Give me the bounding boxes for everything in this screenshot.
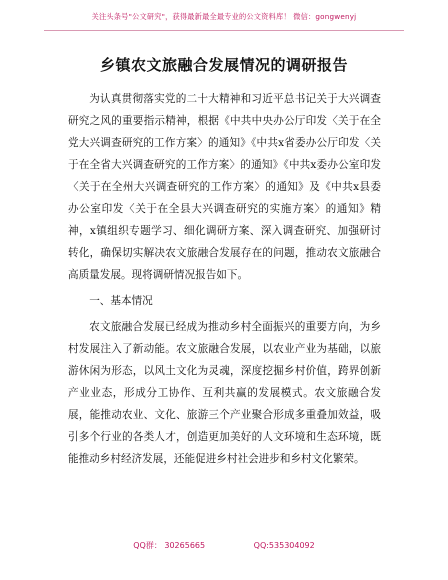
header-promo-note: 关注头条号"公文研究"，获得最新最全最专业的公文资料库！ 微信：gongwenyj [91,12,357,21]
document-body [68,88,381,470]
section-heading-basic: 一、基本情况 [89,295,153,307]
footer-qq-group: QQ群： 30265665 [133,541,206,550]
document-title: 乡镇农文旅融合发展情况的调研报告 [99,56,348,74]
intro-paragraph: 为认真贯彻落实党的二十大精神和习近平总书记关于大兴调查研究之风的重要指示精神，根据《中共中央办公厅印发〈关于在全党大兴调查研究的工作方案〉的通知》《中共x省委办公厅印发〈关于在全省大兴调查研究的工作方案〉的通知》《中共x委办公室印发〈关于在全州大兴调查研究的工作方案〉的通知》及《中共x县委办公室印发〈关于在全县大兴调查研究的实施方案〉的通知》精神，x镇组织专题学习、细化调研方案、深入调查研究、加强研讨转化，确保切实解决农文旅融合发展存在的问题，推动农文旅融合高质量发展。现将调研情况报告如下。 [68,93,381,281]
header-divider [44,30,404,31]
section-paragraph-basic: 农文旅融合发展已经成为推动乡村全面振兴的重要方向，为乡村发展注入了新动能。农文旅融合发展，以农业产业为基础，以旅游休闲为形态，以风土文化为灵魂，深度挖掘乡村价值，跨界创新产业业态，形成分工协作、互利共赢的发展模式。农文旅融合发展，能推动农业、文化、旅游三个产业聚合形成多重叠加效益，吸引多个行业的各类人才，创造更加美好的人文环境和生态环境，既能推动乡村经济发展，还能促进乡村社会进步和乡村文化繁荣。 [68,321,381,465]
footer-contact [0,540,448,551]
footer-qq-number: QQ:535304092 [253,541,315,550]
